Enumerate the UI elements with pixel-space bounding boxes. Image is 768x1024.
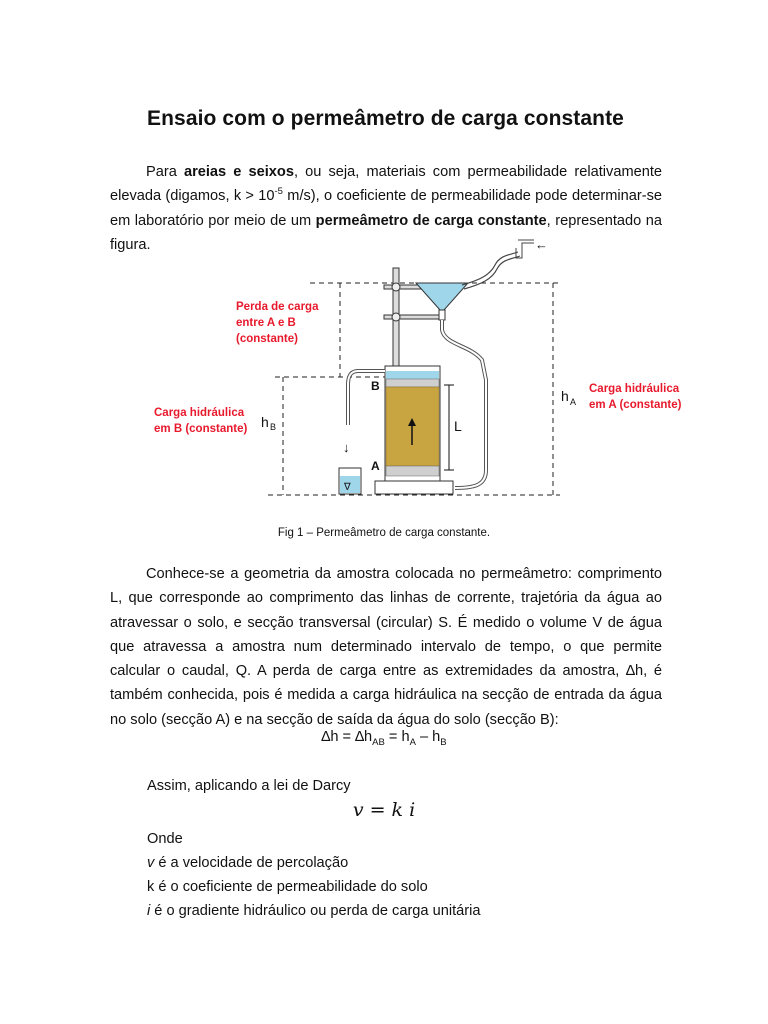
- definition-i: [147, 901, 480, 921]
- intro-exponent: -5: [274, 186, 283, 198]
- eq-sub: AB: [372, 736, 385, 748]
- svg-text:∇: ∇: [344, 482, 351, 493]
- equation-head-loss: [0, 729, 768, 748]
- figure-caption: Fig 1 – Permeâmetro de carga constante.: [277, 527, 491, 539]
- label-ha: h: [561, 388, 569, 404]
- intro-text-2: , ou seja, materiais com permeabilidade relativamente elevada (digamos, k > 10: [110, 164, 663, 205]
- definition-v: [147, 853, 348, 873]
- red-line: (constante): [236, 333, 298, 345]
- beaker: [339, 468, 361, 494]
- base-plate: [375, 481, 453, 494]
- red-label-head-a: [589, 383, 682, 411]
- intro-bold-1: areias e seixos: [183, 164, 294, 180]
- intro-text-4: , representado na figura.: [110, 212, 662, 253]
- supply-pipe: [462, 240, 534, 289]
- label-ha-sub: A: [570, 397, 577, 407]
- def-text: é o coeficiente de permeabilidade do solo: [154, 879, 428, 895]
- body-paragraph: [110, 562, 662, 732]
- intro-text-3: m/s), o coeficiente de permeabilidade pode determinar-se em laboratório por meio de um: [110, 188, 662, 229]
- length-marker: [444, 385, 454, 470]
- eq-part: = h: [384, 729, 410, 745]
- def-text: é a velocidade de percolação: [154, 855, 349, 871]
- def-symbol: k: [147, 879, 155, 895]
- label-a: A: [371, 459, 380, 473]
- red-line: em B (constante): [154, 423, 248, 435]
- label-hb: h: [261, 414, 269, 430]
- red-line: Carga hidráulica: [589, 383, 680, 395]
- eq-sub: A: [409, 736, 416, 748]
- definition-k: [147, 877, 428, 897]
- red-line: Perda de carga: [236, 301, 319, 313]
- def-symbol: i: [147, 903, 151, 919]
- darcy-intro: Assim, aplicando a lei de Darcy: [147, 778, 351, 794]
- label-hb-sub: B: [270, 422, 277, 432]
- def-text: é o gradiente hidráulico ou perda de carga unitária: [150, 903, 481, 919]
- eq-part: ∆h = ∆h: [321, 729, 373, 745]
- eq-part: – h: [415, 729, 441, 745]
- outflow-arrow-icon: ↓: [343, 440, 350, 455]
- eq-sub: B: [440, 736, 447, 748]
- def-symbol: v: [147, 855, 155, 871]
- label-b: B: [371, 379, 380, 393]
- equation-darcy: v = k i: [352, 799, 416, 821]
- red-line: entre A e B: [236, 317, 296, 329]
- red-label-head-loss: [236, 301, 319, 345]
- onde-label: Onde: [147, 831, 183, 847]
- page-title: Ensaio com o permeâmetro de carga constante: [147, 107, 624, 130]
- intro-text-1: Para: [146, 164, 184, 180]
- label-l: L: [454, 418, 462, 434]
- body-text: Conhece-se a geometria da amostra colocada no permeâmetro: comprimento L, que corresponde ao comprimento das linhas de corrente, trajetória da água ao atravessar o solo, e secção transversal (circular) S. É medido o volume V de água que atravessa a amostra num determinado intervalo de tempo, o que permite calcular o caudal, Q. A perda de carga entre as extremidades da amostra, ∆h, é também conhecida, pois é medida a carga hidráulica na secção de entrada da água no solo (secção A) e na secção de saída da água do solo (secção B):: [110, 566, 662, 728]
- red-label-head-b: [154, 407, 247, 435]
- intro-bold-2: permeâmetro de carga constante: [315, 212, 547, 229]
- funnel: [416, 283, 468, 320]
- red-line: em A (constante): [589, 399, 682, 411]
- sample-cylinder: [385, 366, 440, 481]
- red-line: Carga hidráulica: [154, 407, 245, 419]
- inflow-arrow-icon: ←: [535, 237, 548, 252]
